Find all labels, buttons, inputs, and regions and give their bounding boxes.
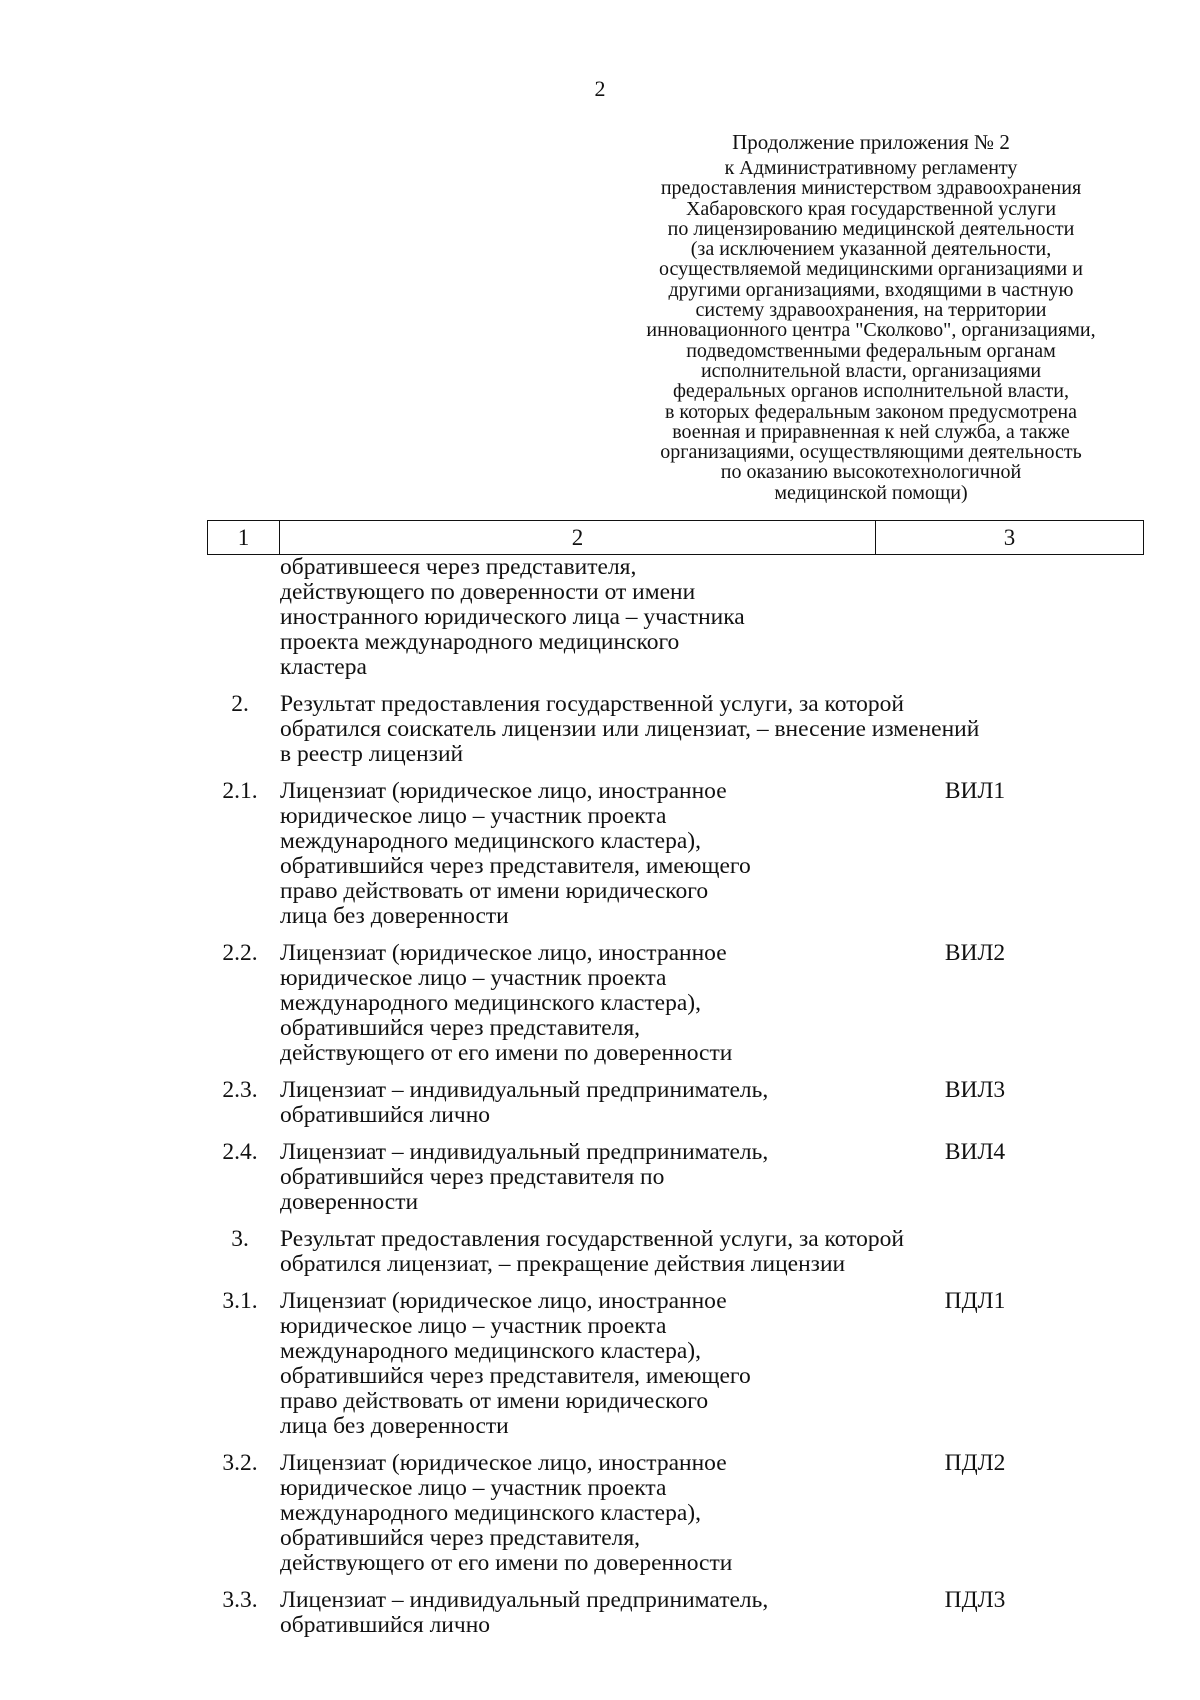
row-description-line: юридическое лицо – участник проекта	[280, 965, 667, 991]
table-row	[207, 1451, 1157, 1576]
row-description-line: обратившийся лично	[280, 1612, 491, 1638]
row-description-line: Лицензиат – индивидуальный предприниматель,	[280, 1587, 769, 1613]
row-number: 2.3.	[222, 1077, 258, 1103]
appendix-header-line: организациями, осуществляющими деятельность	[660, 441, 1082, 464]
row-description	[275, 1289, 900, 1439]
row-description-line: юридическое лицо – участник проекта	[280, 803, 667, 829]
row-number: 2.1.	[222, 778, 258, 804]
row-description	[275, 1227, 1155, 1277]
row-description-line: право действовать от имени юридического	[280, 878, 709, 904]
row-code: ВИЛ2	[944, 940, 1006, 966]
appendix-header-line: федеральных органов исполнительной власти,	[672, 380, 1070, 403]
row-code: ВИЛ3	[944, 1077, 1006, 1103]
row-description-line: действующего по доверенности от имени	[280, 579, 696, 605]
appendix-header-line: медицинской помощи)	[774, 481, 968, 504]
row-number: 3.2.	[222, 1450, 258, 1476]
row-description-line: Лицензиат (юридическое лицо, иностранное	[280, 940, 727, 966]
row-description	[275, 692, 1155, 767]
table-row	[207, 555, 1157, 680]
table-row	[207, 941, 1157, 1066]
column-3-header: 3	[1003, 524, 1016, 550]
appendix-header-line: по лицензированию медицинской деятельности	[667, 217, 1075, 240]
row-description-line: международного медицинского кластера),	[280, 990, 701, 1016]
table-column-header	[207, 520, 1144, 555]
appendix-header-line: по оказанию высокотехнологичной	[720, 461, 1022, 484]
row-description-line: кластера	[280, 654, 367, 680]
row-code: ВИЛ1	[944, 778, 1006, 804]
table-row	[207, 779, 1157, 929]
row-number: 3.1.	[222, 1288, 258, 1314]
row-description-line: обратившийся через представителя, имеющего	[280, 1363, 751, 1389]
appendix-header-line: осуществляемой медицинскими организациями и	[659, 258, 1083, 281]
row-description-line: в реестр лицензий	[280, 741, 464, 767]
row-code: ВИЛ4	[944, 1139, 1006, 1165]
row-description-line: Лицензиат – индивидуальный предприниматель,	[280, 1077, 769, 1103]
row-number: 2.2.	[222, 940, 258, 966]
row-description	[275, 1451, 900, 1576]
appendix-header	[606, 130, 1136, 503]
row-description	[275, 555, 1155, 680]
row-description-line: обратившийся через представителя,	[280, 1525, 641, 1551]
row-description-line: проекта международного медицинского	[280, 629, 680, 655]
row-description-line: доверенности	[280, 1189, 419, 1215]
row-number: 3.3.	[222, 1587, 258, 1613]
row-description-line: Лицензиат (юридическое лицо, иностранное	[280, 1450, 727, 1476]
row-description	[275, 1140, 900, 1215]
table-row	[207, 1078, 1157, 1128]
appendix-header-line: инновационного центра "Сколково", организациями,	[646, 319, 1096, 342]
appendix-header-line: другими организациями, входящими в частную	[668, 278, 1074, 301]
row-description	[275, 941, 900, 1066]
row-description-line: международного медицинского кластера),	[280, 1500, 701, 1526]
row-description-line: право действовать от имени юридического	[280, 1388, 709, 1414]
row-number: 3.	[231, 1226, 249, 1252]
table-body	[207, 555, 1157, 1650]
page-number: 2	[594, 76, 606, 101]
row-description-line: иностранного юридического лица – участника	[280, 604, 745, 630]
row-description-line: международного медицинского кластера),	[280, 828, 701, 854]
table-row	[207, 1227, 1157, 1277]
row-code: ПДЛ3	[944, 1587, 1006, 1613]
table-row	[207, 1140, 1157, 1215]
row-description-line: обратившийся через представителя по	[280, 1164, 665, 1190]
row-description-line: Результат предоставления государственной услуги, за которой	[280, 1226, 905, 1252]
row-description-line: обратился соискатель лицензии или лицензиат, – внесение изменений	[280, 716, 980, 742]
row-description-line: лица без доверенности	[280, 903, 509, 929]
row-number: 2.4.	[222, 1139, 258, 1165]
row-description-line: Лицензиат (юридическое лицо, иностранное	[280, 1288, 727, 1314]
row-description-line: Результат предоставления государственной услуги, за которой	[280, 691, 905, 717]
row-description-line: юридическое лицо – участник проекта	[280, 1313, 667, 1339]
appendix-header-line: предоставления министерством здравоохранения	[660, 177, 1082, 200]
appendix-header-line: (за исключением указанной деятельности,	[690, 238, 1052, 261]
table-row	[207, 1588, 1157, 1638]
appendix-title: Продолжение приложения № 2	[732, 130, 1010, 154]
row-description-line: обратившийся через представителя,	[280, 1015, 641, 1041]
row-description-line: обратившийся через представителя, имеющего	[280, 853, 751, 879]
appendix-header-line: к Административному регламенту	[724, 157, 1018, 179]
appendix-header-line: подведомственными федеральным органам	[686, 339, 1056, 362]
row-code: ПДЛ2	[944, 1450, 1006, 1476]
table-row	[207, 1289, 1157, 1439]
column-2-header: 2	[280, 521, 876, 554]
appendix-header-line: систему здравоохранения, на территории	[695, 299, 1047, 322]
appendix-header-lines	[606, 158, 1136, 503]
row-description-line: Лицензиат (юридическое лицо, иностранное	[280, 778, 727, 804]
row-description-line: обратился лицензиат, – прекращение действия лицензии	[280, 1251, 846, 1277]
appendix-header-line: исполнительной власти, организациями	[700, 359, 1042, 382]
row-number: 2.	[231, 691, 249, 717]
row-description-line: обратившееся через представителя,	[280, 554, 637, 580]
appendix-header-line: в которых федеральным законом предусмотрена	[664, 400, 1078, 423]
appendix-header-line: Хабаровского края государственной услуги	[685, 197, 1057, 220]
column-1-header: 1	[208, 521, 280, 554]
row-description	[275, 779, 900, 929]
row-description-line: международного медицинского кластера),	[280, 1338, 701, 1364]
row-code: ПДЛ1	[944, 1288, 1006, 1314]
row-description-line: Лицензиат – индивидуальный предприниматель,	[280, 1139, 769, 1165]
row-description-line: лица без доверенности	[280, 1413, 509, 1439]
row-number	[207, 555, 275, 680]
appendix-header-line: военная и приравненная к ней служба, а также	[672, 420, 1070, 443]
row-description-line: обратившийся лично	[280, 1102, 491, 1128]
row-description	[275, 1588, 900, 1638]
row-description-line: юридическое лицо – участник проекта	[280, 1475, 667, 1501]
row-description	[275, 1078, 900, 1128]
row-description-line: действующего от его имени по доверенности	[280, 1550, 733, 1576]
table-row	[207, 692, 1157, 767]
row-description-line: действующего от его имени по доверенности	[280, 1040, 733, 1066]
